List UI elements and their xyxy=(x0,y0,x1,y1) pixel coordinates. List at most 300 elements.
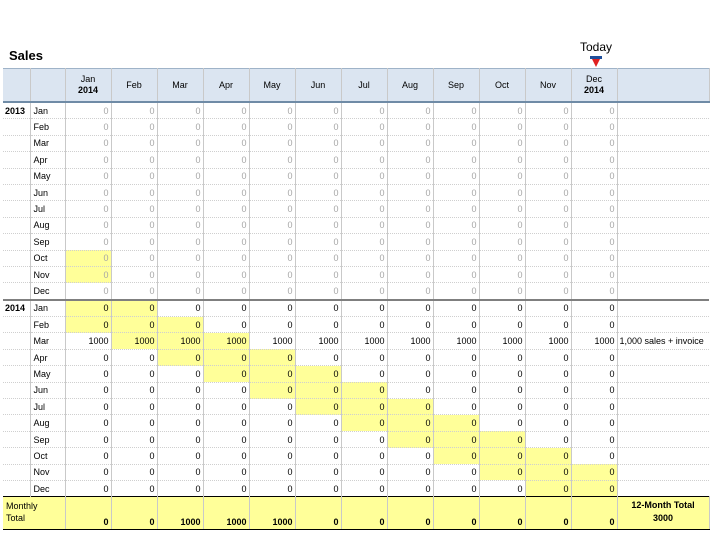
sales-cell[interactable]: 0 xyxy=(65,102,111,119)
sales-cell[interactable]: 0 xyxy=(249,135,295,151)
sales-cell[interactable]: 0 xyxy=(479,431,525,447)
sales-cell[interactable]: 0 xyxy=(525,201,571,217)
sales-cell[interactable]: 0 xyxy=(387,382,433,398)
sales-cell[interactable]: 0 xyxy=(341,250,387,266)
sales-cell[interactable]: 0 xyxy=(249,283,295,300)
column-header-sep[interactable] xyxy=(433,69,479,103)
sales-cell[interactable]: 0 xyxy=(249,119,295,135)
sales-cell[interactable]: 0 xyxy=(295,266,341,282)
sales-cell[interactable]: 0 xyxy=(203,119,249,135)
sales-cell[interactable]: 0 xyxy=(341,317,387,333)
sales-cell[interactable]: 0 xyxy=(157,184,203,200)
sales-cell[interactable]: 0 xyxy=(433,266,479,282)
sales-cell[interactable]: 0 xyxy=(157,300,203,317)
sales-cell[interactable]: 0 xyxy=(111,480,157,496)
sales-cell[interactable]: 0 xyxy=(479,366,525,382)
sales-cell[interactable]: 0 xyxy=(479,168,525,184)
sales-cell[interactable]: 0 xyxy=(65,217,111,233)
sales-cell[interactable]: 0 xyxy=(249,300,295,317)
sales-cell[interactable]: 1000 xyxy=(525,333,571,349)
sales-cell[interactable]: 0 xyxy=(203,399,249,415)
sales-cell[interactable]: 0 xyxy=(479,102,525,119)
sales-cell[interactable]: 0 xyxy=(571,266,617,282)
sales-cell[interactable]: 0 xyxy=(65,168,111,184)
sales-cell[interactable]: 0 xyxy=(157,448,203,464)
sales-cell[interactable]: 0 xyxy=(571,184,617,200)
sales-cell[interactable]: 0 xyxy=(295,283,341,300)
sales-cell[interactable]: 0 xyxy=(295,480,341,496)
sales-cell[interactable]: 0 xyxy=(157,283,203,300)
sales-cell[interactable]: 0 xyxy=(525,349,571,365)
sales-cell[interactable]: 0 xyxy=(295,234,341,250)
sales-cell[interactable]: 0 xyxy=(341,201,387,217)
sales-cell[interactable]: 0 xyxy=(479,119,525,135)
sales-cell[interactable]: 0 xyxy=(65,448,111,464)
sales-cell[interactable]: 0 xyxy=(433,217,479,233)
sales-cell[interactable]: 0 xyxy=(433,119,479,135)
sales-cell[interactable]: 0 xyxy=(571,234,617,250)
sales-cell[interactable]: 0 xyxy=(525,266,571,282)
sales-cell[interactable]: 0 xyxy=(295,135,341,151)
sales-cell[interactable]: 0 xyxy=(525,283,571,300)
sales-cell[interactable]: 0 xyxy=(387,431,433,447)
sales-cell[interactable]: 0 xyxy=(525,464,571,480)
sales-cell[interactable]: 0 xyxy=(157,382,203,398)
sales-cell[interactable]: 0 xyxy=(157,317,203,333)
sales-cell[interactable]: 0 xyxy=(111,250,157,266)
sales-cell[interactable]: 1000 xyxy=(203,333,249,349)
monthly-total-cell[interactable]: 0 xyxy=(295,497,341,530)
sales-cell[interactable]: 0 xyxy=(387,184,433,200)
sales-cell[interactable]: 0 xyxy=(249,102,295,119)
sales-cell[interactable]: 0 xyxy=(525,431,571,447)
sales-cell[interactable]: 1000 xyxy=(387,333,433,349)
monthly-total-cell[interactable]: 0 xyxy=(65,497,111,530)
sales-cell[interactable]: 0 xyxy=(341,480,387,496)
sales-cell[interactable]: 0 xyxy=(571,415,617,431)
sales-cell[interactable]: 0 xyxy=(525,119,571,135)
sales-cell[interactable]: 0 xyxy=(433,184,479,200)
sales-cell[interactable]: 0 xyxy=(65,317,111,333)
sales-cell[interactable]: 0 xyxy=(341,382,387,398)
sales-cell[interactable]: 0 xyxy=(295,119,341,135)
sales-cell[interactable]: 0 xyxy=(571,135,617,151)
sales-cell[interactable]: 0 xyxy=(525,135,571,151)
sales-cell[interactable]: 0 xyxy=(433,349,479,365)
sales-cell[interactable]: 0 xyxy=(433,234,479,250)
sales-cell[interactable]: 0 xyxy=(203,431,249,447)
sales-cell[interactable]: 0 xyxy=(203,217,249,233)
sales-cell[interactable]: 0 xyxy=(111,234,157,250)
sales-cell[interactable]: 0 xyxy=(525,152,571,168)
sales-cell[interactable]: 0 xyxy=(387,415,433,431)
sales-cell[interactable]: 0 xyxy=(571,201,617,217)
sales-cell[interactable]: 0 xyxy=(571,152,617,168)
sales-cell[interactable]: 0 xyxy=(433,135,479,151)
sales-cell[interactable]: 0 xyxy=(203,152,249,168)
monthly-total-cell[interactable]: 0 xyxy=(479,497,525,530)
sales-cell[interactable]: 0 xyxy=(341,135,387,151)
sales-cell[interactable]: 0 xyxy=(249,184,295,200)
sales-cell[interactable]: 0 xyxy=(65,464,111,480)
sales-cell[interactable]: 0 xyxy=(341,349,387,365)
sales-cell[interactable]: 0 xyxy=(341,399,387,415)
sales-cell[interactable]: 0 xyxy=(157,366,203,382)
sales-cell[interactable]: 0 xyxy=(479,399,525,415)
sales-cell[interactable]: 0 xyxy=(479,448,525,464)
sales-cell[interactable]: 0 xyxy=(111,317,157,333)
sales-cell[interactable]: 0 xyxy=(341,152,387,168)
sales-cell[interactable]: 0 xyxy=(111,135,157,151)
sales-cell[interactable]: 0 xyxy=(387,152,433,168)
sales-cell[interactable]: 0 xyxy=(295,184,341,200)
sales-cell[interactable]: 0 xyxy=(387,102,433,119)
sales-cell[interactable]: 0 xyxy=(157,102,203,119)
sales-cell[interactable]: 0 xyxy=(111,300,157,317)
column-header-may[interactable] xyxy=(249,69,295,103)
sales-cell[interactable]: 0 xyxy=(157,415,203,431)
sales-cell[interactable]: 0 xyxy=(295,415,341,431)
sales-cell[interactable]: 0 xyxy=(249,366,295,382)
sales-cell[interactable]: 0 xyxy=(203,480,249,496)
sales-cell[interactable]: 0 xyxy=(341,102,387,119)
sales-cell[interactable]: 0 xyxy=(111,266,157,282)
sales-cell[interactable]: 0 xyxy=(295,300,341,317)
sales-cell[interactable]: 0 xyxy=(571,366,617,382)
sales-cell[interactable]: 0 xyxy=(111,448,157,464)
sales-cell[interactable]: 0 xyxy=(203,184,249,200)
sales-cell[interactable]: 0 xyxy=(249,431,295,447)
sales-cell[interactable]: 0 xyxy=(387,217,433,233)
sales-cell[interactable]: 0 xyxy=(157,234,203,250)
sales-cell[interactable]: 0 xyxy=(341,184,387,200)
sales-cell[interactable]: 0 xyxy=(65,152,111,168)
sales-cell[interactable]: 0 xyxy=(433,300,479,317)
sales-cell[interactable]: 0 xyxy=(295,399,341,415)
sales-cell[interactable]: 0 xyxy=(111,431,157,447)
sales-cell[interactable]: 0 xyxy=(341,266,387,282)
sales-cell[interactable]: 0 xyxy=(203,349,249,365)
sales-cell[interactable]: 0 xyxy=(525,168,571,184)
sales-cell[interactable]: 0 xyxy=(571,382,617,398)
sales-cell[interactable]: 0 xyxy=(387,366,433,382)
sales-cell[interactable]: 0 xyxy=(295,349,341,365)
sales-cell[interactable]: 0 xyxy=(479,201,525,217)
column-header-oct[interactable] xyxy=(479,69,525,103)
sales-cell[interactable]: 0 xyxy=(433,448,479,464)
sales-cell[interactable]: 0 xyxy=(203,102,249,119)
sales-cell[interactable]: 0 xyxy=(111,366,157,382)
monthly-total-cell[interactable]: 1000 xyxy=(157,497,203,530)
sales-cell[interactable]: 0 xyxy=(433,464,479,480)
sales-cell[interactable]: 0 xyxy=(203,300,249,317)
sales-cell[interactable]: 0 xyxy=(341,464,387,480)
sales-cell[interactable]: 0 xyxy=(571,250,617,266)
sales-cell[interactable]: 0 xyxy=(157,250,203,266)
sales-cell[interactable]: 0 xyxy=(571,119,617,135)
sales-cell[interactable]: 0 xyxy=(295,152,341,168)
sales-cell[interactable]: 0 xyxy=(295,250,341,266)
monthly-total-cell[interactable]: 1000 xyxy=(249,497,295,530)
sales-cell[interactable]: 0 xyxy=(571,349,617,365)
sales-cell[interactable]: 0 xyxy=(433,382,479,398)
sales-cell[interactable]: 0 xyxy=(479,135,525,151)
sales-cell[interactable]: 0 xyxy=(249,234,295,250)
sales-cell[interactable]: 0 xyxy=(295,366,341,382)
sales-cell[interactable]: 0 xyxy=(249,152,295,168)
sales-cell[interactable]: 0 xyxy=(479,300,525,317)
sales-cell[interactable]: 0 xyxy=(157,266,203,282)
sales-cell[interactable]: 0 xyxy=(341,366,387,382)
sales-cell[interactable]: 0 xyxy=(157,217,203,233)
sales-cell[interactable]: 0 xyxy=(65,366,111,382)
sales-cell[interactable]: 0 xyxy=(65,184,111,200)
sales-cell[interactable]: 0 xyxy=(65,135,111,151)
sales-cell[interactable]: 1000 xyxy=(65,333,111,349)
sales-cell[interactable]: 0 xyxy=(433,102,479,119)
sales-cell[interactable]: 0 xyxy=(525,317,571,333)
sales-cell[interactable]: 0 xyxy=(157,135,203,151)
sales-cell[interactable]: 0 xyxy=(341,234,387,250)
sales-cell[interactable]: 0 xyxy=(157,431,203,447)
sales-cell[interactable]: 0 xyxy=(65,234,111,250)
sales-cell[interactable]: 0 xyxy=(341,119,387,135)
monthly-total-cell[interactable]: 0 xyxy=(387,497,433,530)
sales-cell[interactable]: 0 xyxy=(203,135,249,151)
sales-cell[interactable]: 0 xyxy=(433,317,479,333)
sales-cell[interactable]: 0 xyxy=(571,431,617,447)
sales-cell[interactable]: 0 xyxy=(525,448,571,464)
sales-cell[interactable]: 0 xyxy=(65,300,111,317)
sales-cell[interactable]: 0 xyxy=(111,184,157,200)
sales-cell[interactable]: 0 xyxy=(249,399,295,415)
sales-cell[interactable]: 0 xyxy=(157,152,203,168)
sales-cell[interactable]: 0 xyxy=(525,102,571,119)
sales-cell[interactable]: 0 xyxy=(571,317,617,333)
sales-cell[interactable]: 0 xyxy=(111,168,157,184)
sales-cell[interactable]: 0 xyxy=(249,464,295,480)
sales-cell[interactable]: 0 xyxy=(65,266,111,282)
sales-cell[interactable]: 0 xyxy=(203,366,249,382)
sales-cell[interactable]: 0 xyxy=(65,415,111,431)
sales-cell[interactable]: 0 xyxy=(571,217,617,233)
sales-cell[interactable]: 0 xyxy=(433,480,479,496)
sales-cell[interactable]: 0 xyxy=(479,266,525,282)
sales-cell[interactable]: 0 xyxy=(249,480,295,496)
monthly-total-cell[interactable]: 0 xyxy=(111,497,157,530)
sales-cell[interactable]: 0 xyxy=(433,201,479,217)
sales-cell[interactable]: 0 xyxy=(111,102,157,119)
sales-cell[interactable]: 0 xyxy=(157,480,203,496)
sales-cell[interactable]: 0 xyxy=(249,415,295,431)
sales-cell[interactable]: 0 xyxy=(65,201,111,217)
sales-cell[interactable]: 0 xyxy=(111,201,157,217)
sales-cell[interactable]: 0 xyxy=(249,317,295,333)
sales-cell[interactable]: 0 xyxy=(295,217,341,233)
sales-cell[interactable]: 0 xyxy=(65,349,111,365)
sales-cell[interactable]: 0 xyxy=(387,266,433,282)
sales-cell[interactable]: 0 xyxy=(433,168,479,184)
sales-cell[interactable]: 0 xyxy=(479,415,525,431)
sales-cell[interactable]: 0 xyxy=(433,152,479,168)
sales-cell[interactable]: 0 xyxy=(65,399,111,415)
sales-cell[interactable]: 0 xyxy=(295,102,341,119)
sales-cell[interactable]: 0 xyxy=(341,168,387,184)
column-header-dec[interactable] xyxy=(571,69,617,103)
sales-cell[interactable]: 0 xyxy=(387,349,433,365)
sales-cell[interactable]: 0 xyxy=(295,317,341,333)
sales-cell[interactable]: 0 xyxy=(295,168,341,184)
sales-cell[interactable]: 0 xyxy=(387,135,433,151)
sales-cell[interactable]: 0 xyxy=(111,119,157,135)
sales-cell[interactable]: 0 xyxy=(295,382,341,398)
sales-cell[interactable]: 0 xyxy=(525,399,571,415)
sales-cell[interactable]: 0 xyxy=(65,431,111,447)
sales-cell[interactable]: 1000 xyxy=(111,333,157,349)
monthly-total-cell[interactable]: 0 xyxy=(571,497,617,530)
sales-cell[interactable]: 1000 xyxy=(249,333,295,349)
sales-cell[interactable]: 1000 xyxy=(479,333,525,349)
sales-cell[interactable]: 0 xyxy=(65,119,111,135)
sales-cell[interactable]: 0 xyxy=(203,382,249,398)
sales-cell[interactable]: 0 xyxy=(525,217,571,233)
sales-cell[interactable]: 0 xyxy=(387,300,433,317)
sales-cell[interactable]: 0 xyxy=(479,184,525,200)
sales-cell[interactable]: 0 xyxy=(525,250,571,266)
sales-cell[interactable]: 0 xyxy=(571,102,617,119)
sales-cell[interactable]: 0 xyxy=(433,366,479,382)
sales-cell[interactable]: 0 xyxy=(157,119,203,135)
column-header-apr[interactable] xyxy=(203,69,249,103)
sales-cell[interactable]: 0 xyxy=(479,382,525,398)
sales-cell[interactable]: 0 xyxy=(525,366,571,382)
sales-cell[interactable]: 0 xyxy=(65,250,111,266)
sales-cell[interactable]: 0 xyxy=(479,317,525,333)
sales-cell[interactable]: 0 xyxy=(111,283,157,300)
sales-cell[interactable]: 0 xyxy=(157,168,203,184)
sales-cell[interactable]: 0 xyxy=(341,431,387,447)
sales-cell[interactable]: 0 xyxy=(525,184,571,200)
sales-cell[interactable]: 0 xyxy=(525,234,571,250)
sales-cell[interactable]: 0 xyxy=(203,266,249,282)
sales-cell[interactable]: 0 xyxy=(341,448,387,464)
sales-cell[interactable]: 0 xyxy=(387,317,433,333)
sales-cell[interactable]: 0 xyxy=(571,399,617,415)
column-header-aug[interactable] xyxy=(387,69,433,103)
monthly-total-cell[interactable]: 0 xyxy=(433,497,479,530)
monthly-total-cell[interactable]: 1000 xyxy=(203,497,249,530)
sales-cell[interactable]: 0 xyxy=(387,399,433,415)
sales-cell[interactable]: 0 xyxy=(249,250,295,266)
sales-cell[interactable]: 0 xyxy=(479,152,525,168)
sales-cell[interactable]: 0 xyxy=(387,168,433,184)
sales-cell[interactable]: 0 xyxy=(203,415,249,431)
sales-cell[interactable]: 0 xyxy=(341,283,387,300)
sales-cell[interactable]: 0 xyxy=(203,283,249,300)
sales-cell[interactable]: 0 xyxy=(341,300,387,317)
sales-cell[interactable]: 0 xyxy=(157,464,203,480)
sales-cell[interactable]: 0 xyxy=(433,250,479,266)
monthly-total-cell[interactable]: 0 xyxy=(341,497,387,530)
sales-cell[interactable]: 0 xyxy=(433,283,479,300)
sales-cell[interactable]: 0 xyxy=(249,448,295,464)
sales-cell[interactable]: 0 xyxy=(249,349,295,365)
sales-cell[interactable]: 1000 xyxy=(295,333,341,349)
sales-cell[interactable]: 0 xyxy=(111,399,157,415)
sales-cell[interactable]: 0 xyxy=(249,266,295,282)
sales-cell[interactable]: 0 xyxy=(433,415,479,431)
sales-cell[interactable]: 0 xyxy=(203,168,249,184)
sales-cell[interactable]: 0 xyxy=(433,399,479,415)
column-header-mar[interactable] xyxy=(157,69,203,103)
sales-cell[interactable]: 0 xyxy=(157,399,203,415)
sales-cell[interactable]: 0 xyxy=(433,431,479,447)
sales-cell[interactable]: 1000 xyxy=(157,333,203,349)
sales-cell[interactable]: 0 xyxy=(479,349,525,365)
sales-cell[interactable]: 0 xyxy=(387,480,433,496)
sales-cell[interactable]: 0 xyxy=(249,217,295,233)
sales-cell[interactable]: 0 xyxy=(295,464,341,480)
sales-cell[interactable]: 0 xyxy=(65,283,111,300)
monthly-total-cell[interactable]: 0 xyxy=(525,497,571,530)
sales-cell[interactable]: 0 xyxy=(295,431,341,447)
sales-cell[interactable]: 0 xyxy=(525,415,571,431)
sales-cell[interactable]: 0 xyxy=(479,283,525,300)
sales-cell[interactable]: 0 xyxy=(65,382,111,398)
sales-cell[interactable]: 0 xyxy=(571,448,617,464)
sales-cell[interactable]: 0 xyxy=(525,300,571,317)
sales-cell[interactable]: 0 xyxy=(295,201,341,217)
sales-cell[interactable]: 0 xyxy=(203,464,249,480)
column-header-feb[interactable] xyxy=(111,69,157,103)
sales-cell[interactable]: 0 xyxy=(249,201,295,217)
sales-cell[interactable]: 0 xyxy=(571,283,617,300)
sales-cell[interactable]: 0 xyxy=(203,250,249,266)
column-header-nov[interactable] xyxy=(525,69,571,103)
sales-cell[interactable]: 0 xyxy=(65,480,111,496)
sales-cell[interactable]: 0 xyxy=(387,234,433,250)
sales-cell[interactable]: 0 xyxy=(157,201,203,217)
sales-cell[interactable]: 0 xyxy=(203,234,249,250)
sales-cell[interactable]: 0 xyxy=(111,464,157,480)
sales-cell[interactable]: 0 xyxy=(479,250,525,266)
column-header-jul[interactable] xyxy=(341,69,387,103)
sales-cell[interactable]: 0 xyxy=(525,480,571,496)
sales-cell[interactable]: 0 xyxy=(571,480,617,496)
sales-cell[interactable]: 0 xyxy=(387,283,433,300)
sales-cell[interactable]: 0 xyxy=(203,201,249,217)
sales-cell[interactable]: 0 xyxy=(341,415,387,431)
sales-cell[interactable]: 0 xyxy=(111,349,157,365)
sales-cell[interactable]: 0 xyxy=(295,448,341,464)
sales-cell[interactable]: 0 xyxy=(479,234,525,250)
sales-cell[interactable]: 0 xyxy=(341,217,387,233)
sales-cell[interactable]: 0 xyxy=(387,201,433,217)
sales-cell[interactable]: 0 xyxy=(203,317,249,333)
sales-cell[interactable]: 0 xyxy=(387,464,433,480)
sales-cell[interactable]: 0 xyxy=(571,464,617,480)
sales-cell[interactable]: 0 xyxy=(111,382,157,398)
sales-cell[interactable]: 0 xyxy=(111,217,157,233)
sales-cell[interactable]: 0 xyxy=(571,300,617,317)
column-header-jun[interactable] xyxy=(295,69,341,103)
sales-cell[interactable]: 0 xyxy=(479,217,525,233)
sales-cell[interactable]: 0 xyxy=(157,349,203,365)
sales-cell[interactable]: 1000 xyxy=(571,333,617,349)
sales-cell[interactable]: 1000 xyxy=(433,333,479,349)
sales-cell[interactable]: 0 xyxy=(387,119,433,135)
sales-cell[interactable]: 0 xyxy=(479,464,525,480)
